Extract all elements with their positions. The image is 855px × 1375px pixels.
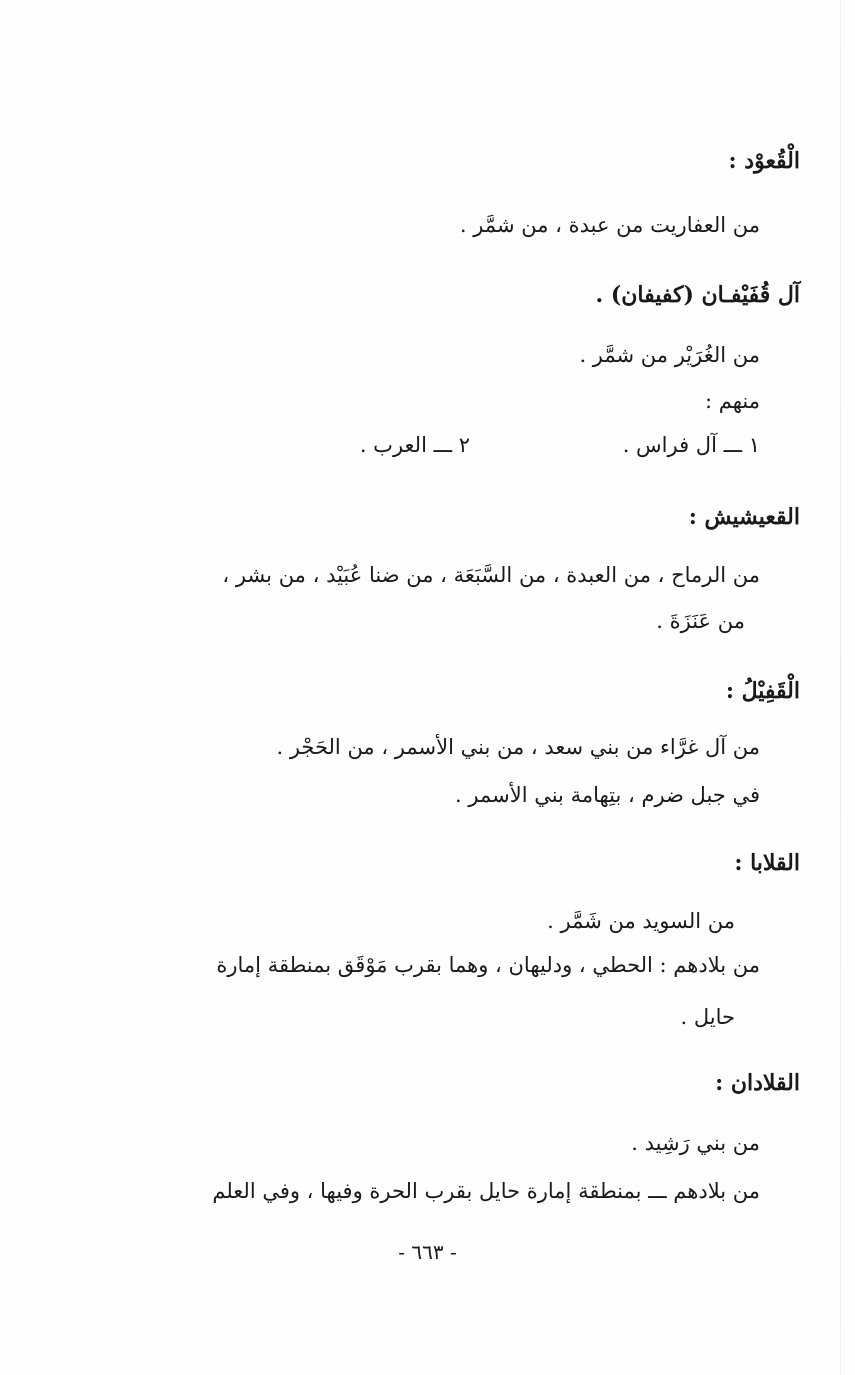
entry-line: من عَنَزَةَ . bbox=[656, 609, 745, 633]
entry-line: في جبل ضرم ، بتِهامة بني الأسمر . bbox=[455, 783, 760, 807]
entry-heading: الْقُعوْد : bbox=[728, 148, 800, 174]
entry-line: من الغُرَيْر من شمَّر . bbox=[579, 343, 760, 367]
entry-line: من العفاريت من عبدة ، من شمَّر . bbox=[459, 213, 760, 237]
entry-line: من آل غرَّاء من بني سعد ، من بني الأسمر ، من الحَجْر . bbox=[276, 735, 760, 759]
entry-heading: القلادان : bbox=[715, 1070, 800, 1096]
entry-line: من بلادهم : الحطي ، ودليهان ، وهما بقرب مَوْقَق بمنطقة إمارة bbox=[216, 953, 760, 977]
page-number: - ٦٦٣ - bbox=[398, 1240, 457, 1264]
entry-line: من السويد من شَمَّر . bbox=[547, 909, 735, 933]
list-item: ٢ ـــ العرب . bbox=[359, 433, 470, 457]
entry-line: حايل . bbox=[680, 1005, 735, 1029]
entry-heading: القعيشيش : bbox=[688, 504, 800, 530]
entry-heading: الْقَفِيْلُ : bbox=[725, 678, 800, 704]
entry-heading: القلابا : bbox=[734, 850, 800, 876]
entry-heading: آل قُفَيْفـان (كفيفان) . bbox=[595, 282, 800, 308]
entry-line: من بلادهم ـــ بمنطقة إمارة حايل بقرب الحرة وفيها ، وفي العلم bbox=[212, 1179, 760, 1203]
entry-line: من الرماح ، من العبدة ، من السَّبَعَة ، من ضنا عُبَيْد ، من بشر ، bbox=[222, 563, 760, 587]
scan-edge bbox=[840, 0, 841, 1375]
entry-line: من بني رَشِيد . bbox=[631, 1131, 760, 1155]
list-item: ١ ـــ آل فراس . bbox=[622, 433, 760, 457]
entry-line: منهم : bbox=[705, 389, 760, 413]
